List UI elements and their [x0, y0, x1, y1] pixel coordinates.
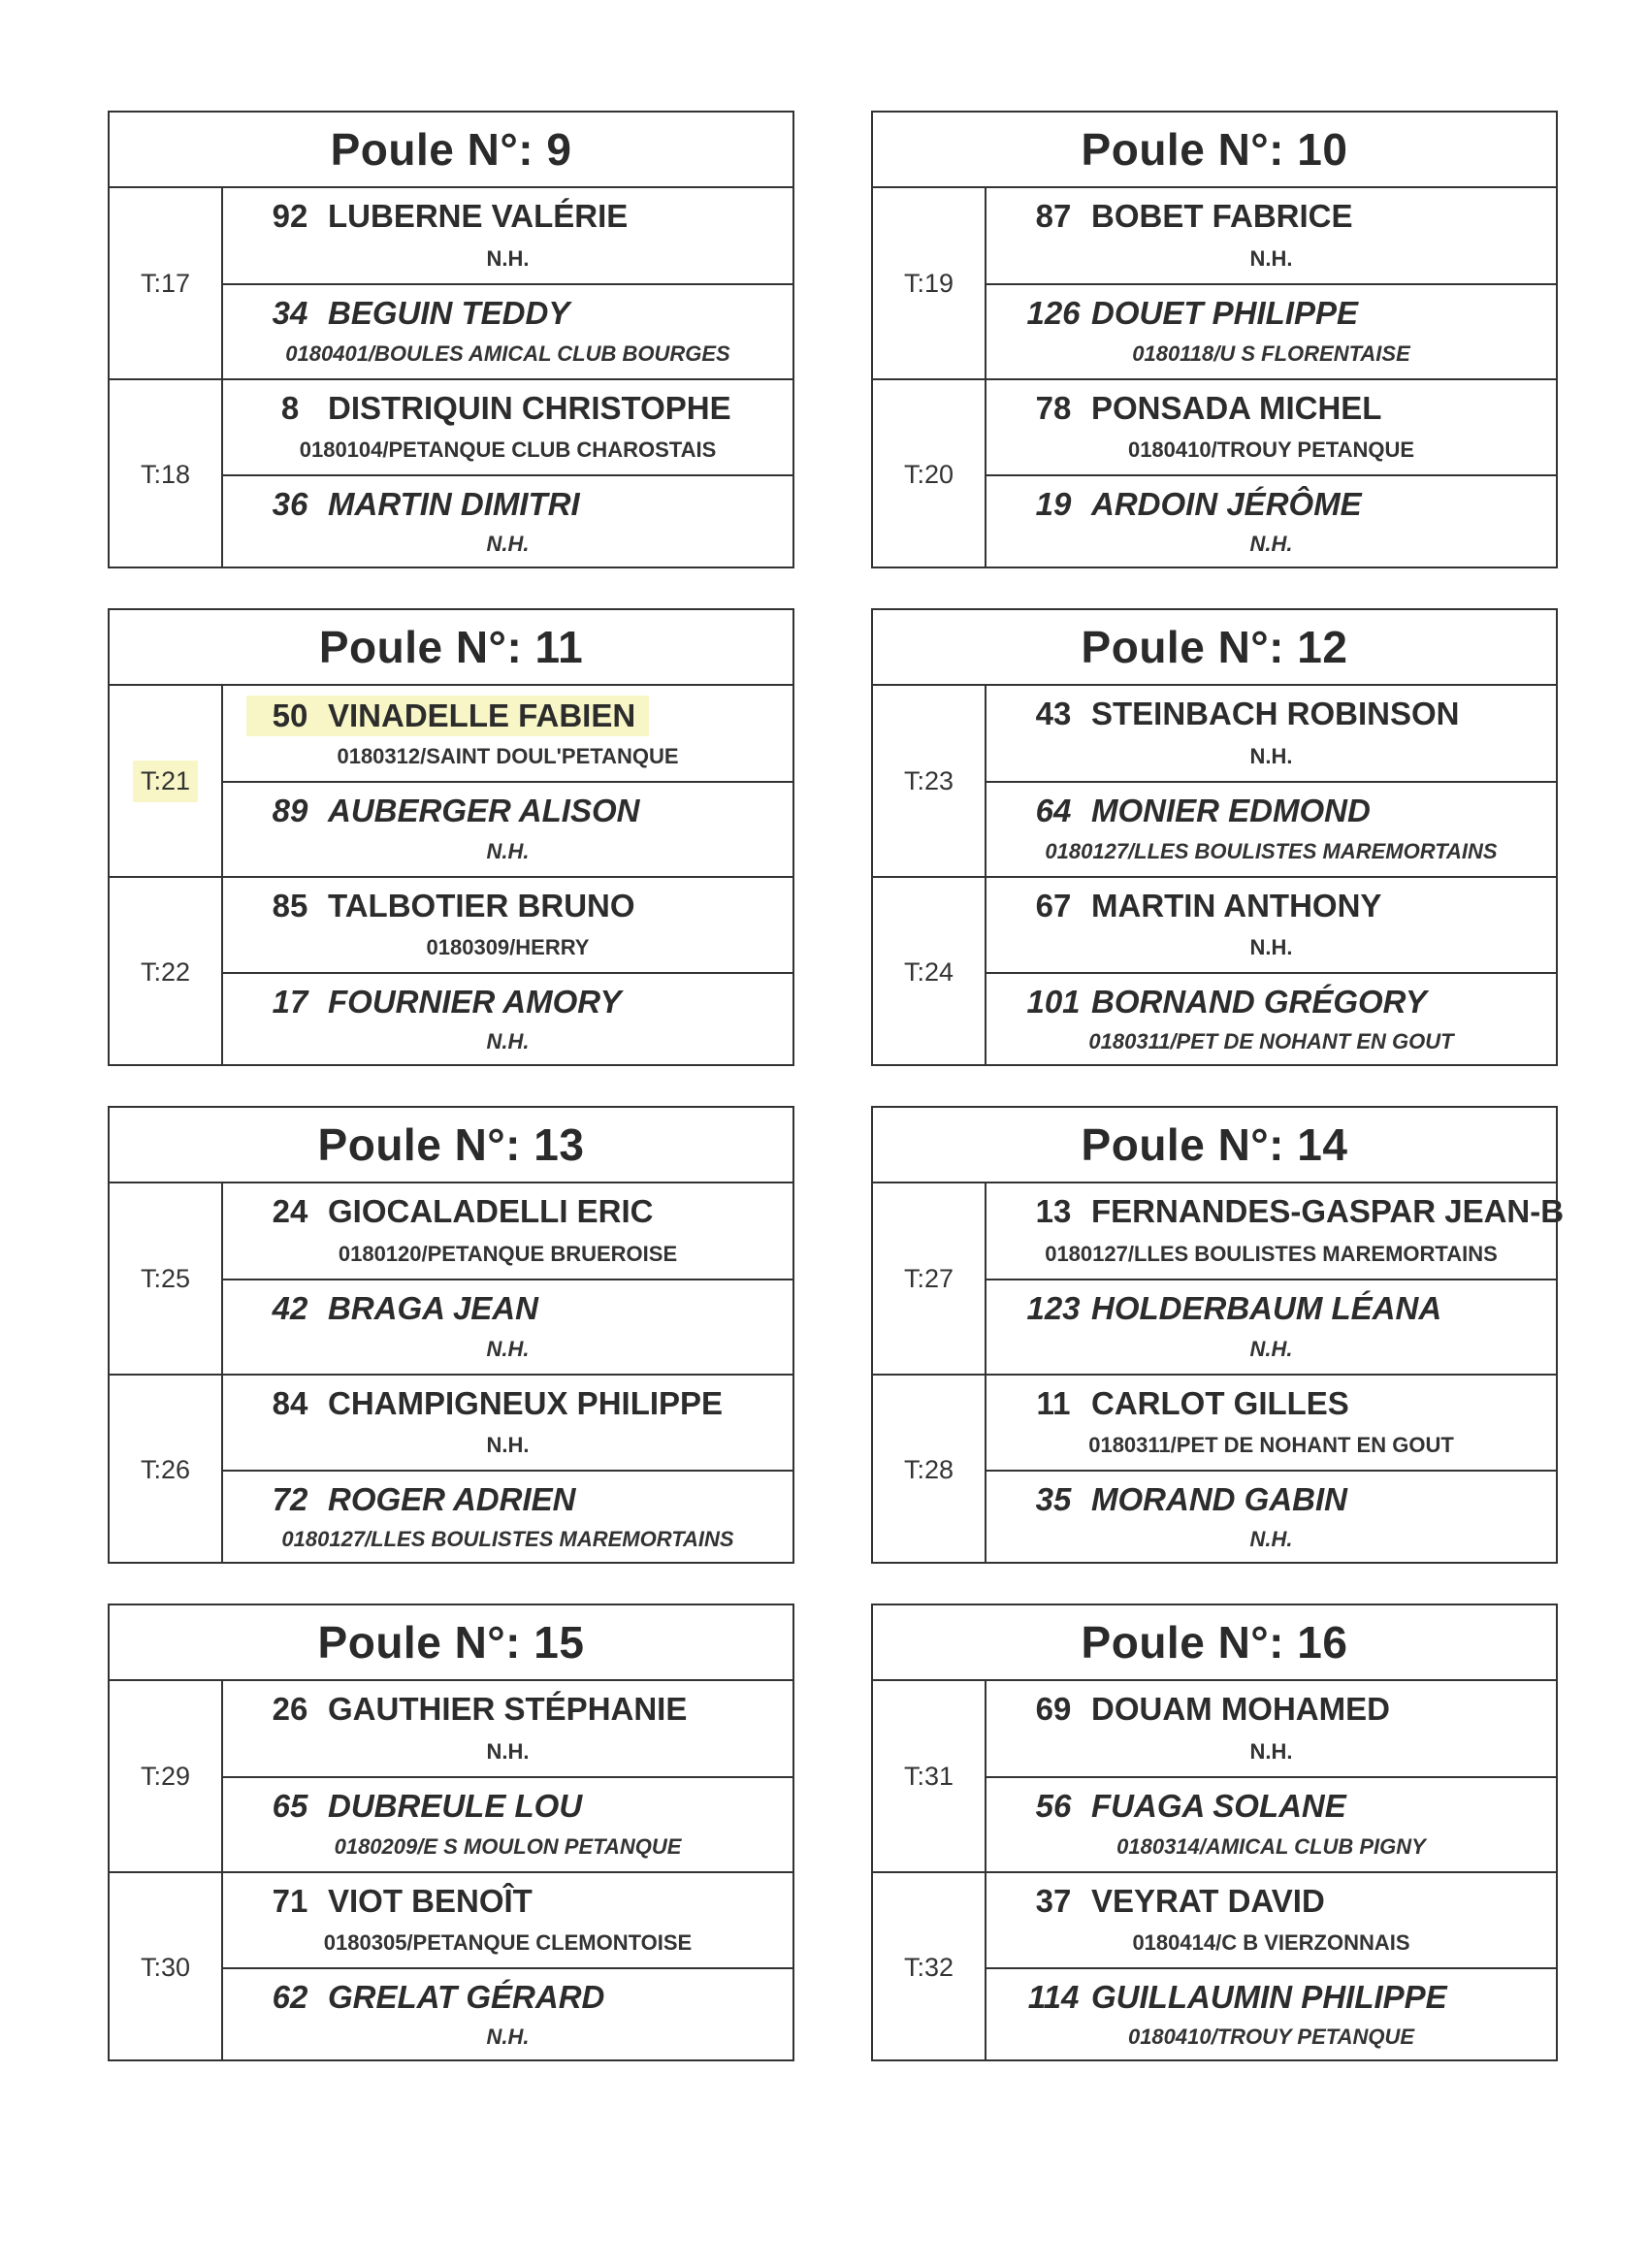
player-number: 72 [272, 1480, 308, 1517]
poule-title: Poule N°: 12 [873, 610, 1556, 686]
player-line [252, 984, 622, 1021]
player-line [252, 1979, 604, 2016]
player-name: FUAGA SOLANE [1091, 1788, 1346, 1824]
player-row [223, 1873, 792, 1967]
table-number [110, 1873, 223, 2061]
player-line [1016, 1290, 1441, 1327]
player-name: TALBOTIER BRUNO [328, 888, 635, 923]
player-row [223, 188, 792, 283]
player-club: 0180127/LLES BOULISTES MAREMORTAINS [281, 1527, 734, 1551]
player-name: HOLDERBAUM LÉANA [1091, 1290, 1442, 1326]
table-block [110, 876, 792, 1066]
table-number-text: T:22 [140, 956, 191, 987]
player-name: PONSADA MICHEL [1091, 390, 1382, 426]
player-line [252, 1883, 533, 1920]
player-number: 114 [1027, 1978, 1080, 2015]
player-name: CARLOT GILLES [1091, 1385, 1349, 1421]
table-number [110, 380, 223, 568]
poule-title: Poule N°: 16 [873, 1605, 1556, 1681]
player-row [223, 283, 792, 378]
poule-title: Poule N°: 11 [110, 610, 792, 686]
player-club: N.H. [486, 1029, 530, 1053]
player-club: 0180309/HERRY [426, 934, 590, 959]
poule-title: Poule N°: 13 [110, 1108, 792, 1183]
player-row [223, 380, 792, 474]
table-number-text: T:32 [903, 1952, 954, 1982]
player-list [986, 686, 1556, 876]
player-name: VEYRAT DAVID [1091, 1883, 1325, 1919]
table-number-text: T:19 [903, 268, 954, 298]
player-row [986, 1873, 1556, 1967]
poule-box [108, 608, 794, 1066]
player-name: GUILLAUMIN PHILIPPE [1091, 1978, 1447, 2015]
player-club: N.H. [1249, 934, 1293, 959]
player-club: N.H. [486, 839, 530, 863]
player-list [986, 380, 1556, 568]
table-number [873, 188, 986, 378]
player-line [246, 696, 649, 736]
player-row [986, 188, 1556, 283]
player-name: VINADELLE FABIEN [328, 697, 636, 733]
player-number: 34 [272, 295, 308, 331]
player-name: GRELAT GÉRARD [328, 1978, 605, 2015]
player-club: N.H. [486, 1337, 530, 1361]
player-number: 24 [272, 1193, 308, 1229]
player-row [986, 283, 1556, 378]
player-line [1016, 696, 1460, 732]
table-number [873, 686, 986, 876]
poule-title: Poule N°: 15 [110, 1605, 792, 1681]
player-number: 67 [1035, 888, 1072, 923]
player-name: DOUET PHILIPPE [1091, 295, 1359, 331]
player-list [986, 1376, 1556, 1564]
player-row [986, 878, 1556, 972]
poule-box [871, 1106, 1565, 1564]
player-row [986, 972, 1556, 1066]
table-number-text: T:20 [903, 459, 954, 489]
table-block [110, 1681, 792, 1871]
player-name: VIOT BENOÎT [328, 1883, 533, 1919]
player-name: BORNAND GRÉGORY [1091, 983, 1427, 1020]
player-club: 0180118/U S FLORENTAISE [1132, 341, 1410, 366]
table-block [110, 686, 792, 876]
table-block [873, 1374, 1556, 1564]
poule-box [871, 608, 1558, 1066]
table-number-text: T:23 [903, 765, 954, 795]
player-number: 26 [272, 1691, 308, 1727]
player-list [223, 188, 792, 378]
player-line [1016, 1193, 1564, 1230]
player-name: AUBERGER ALISON [328, 793, 640, 828]
player-name: ARDOIN JÉRÔME [1091, 485, 1362, 522]
player-number: 56 [1035, 1788, 1072, 1824]
player-list [223, 878, 792, 1066]
player-row [223, 1279, 792, 1374]
player-number: 19 [1035, 485, 1072, 522]
player-line [252, 1290, 538, 1327]
player-number: 17 [272, 983, 308, 1020]
player-line [252, 486, 580, 523]
player-number: 50 [272, 697, 308, 733]
table-block [873, 1681, 1556, 1871]
player-name: ROGER ADRIEN [328, 1480, 576, 1517]
player-number: 35 [1035, 1480, 1072, 1517]
player-list [986, 878, 1556, 1066]
player-number: 85 [272, 888, 308, 923]
poule-box [108, 1604, 794, 2061]
table-block [873, 188, 1556, 378]
player-line [1016, 1788, 1346, 1825]
player-club: N.H. [1249, 532, 1293, 556]
player-club: N.H. [486, 532, 530, 556]
table-number [110, 1681, 223, 1871]
player-name: MORAND GABIN [1091, 1480, 1347, 1517]
player-name: BRAGA JEAN [328, 1290, 538, 1326]
player-name: FOURNIER AMORY [328, 983, 622, 1020]
player-number: 64 [1035, 793, 1072, 828]
player-club: 0180104/PETANQUE CLUB CHAROSTAIS [299, 437, 717, 462]
player-row [986, 474, 1556, 568]
player-club: 0180209/E S MOULON PETANQUE [334, 1834, 682, 1859]
player-club: 0180311/PET DE NOHANT EN GOUT [1088, 1432, 1454, 1457]
table-number [110, 1376, 223, 1564]
player-number: 84 [272, 1385, 308, 1421]
player-list [223, 686, 792, 876]
player-line [252, 1385, 723, 1422]
table-number [873, 1873, 986, 2061]
table-number-text: T:17 [140, 268, 191, 298]
table-number-text: T:18 [140, 459, 191, 489]
table-number-text: T:30 [140, 1952, 191, 1982]
table-number-text: T:21 [133, 761, 198, 802]
player-line [1016, 486, 1362, 523]
table-block [873, 1871, 1556, 2061]
player-club: N.H. [1249, 744, 1293, 768]
player-list [223, 380, 792, 568]
player-line [252, 1481, 575, 1518]
player-number: 37 [1035, 1883, 1072, 1919]
player-line [1016, 984, 1427, 1021]
table-number-text: T:31 [903, 1761, 954, 1791]
player-number: 87 [1035, 198, 1072, 234]
player-club: N.H. [486, 1739, 530, 1764]
player-name: LUBERNE VALÉRIE [328, 198, 629, 234]
player-row [223, 972, 792, 1066]
table-number [873, 1376, 986, 1564]
poule-title: Poule N°: 14 [873, 1108, 1556, 1183]
player-name: MONIER EDMOND [1091, 793, 1371, 828]
table-block [110, 378, 792, 568]
player-list [986, 188, 1556, 378]
player-name: DUBREULE LOU [328, 1788, 583, 1824]
player-list [986, 1681, 1556, 1871]
player-line [1016, 1883, 1325, 1920]
table-block [110, 1183, 792, 1374]
player-club: N.H. [1249, 246, 1293, 271]
player-row [223, 878, 792, 972]
player-row [223, 1776, 792, 1871]
player-club: 0180120/PETANQUE BRUEROISE [338, 1242, 678, 1266]
table-number [110, 686, 223, 876]
player-number: 13 [1035, 1193, 1072, 1229]
player-number: 71 [272, 1883, 308, 1919]
player-name: BOBET FABRICE [1091, 198, 1353, 234]
player-line [252, 198, 628, 235]
player-club: 0180410/TROUY PETANQUE [1127, 2025, 1415, 2049]
player-row [223, 1681, 792, 1776]
table-block [873, 1183, 1565, 1374]
table-number [110, 878, 223, 1066]
player-club: 0180401/BOULES AMICAL CLUB BOURGES [285, 341, 730, 366]
player-name: GIOCALADELLI ERIC [328, 1193, 654, 1229]
player-list [223, 1183, 792, 1374]
player-row [223, 781, 792, 876]
player-club: 0180127/LLES BOULISTES MAREMORTAINS [1045, 1242, 1498, 1266]
player-line [1016, 390, 1381, 427]
player-list [223, 1376, 792, 1564]
player-name: FERNANDES-GASPAR JEAN-B [1091, 1193, 1565, 1229]
player-name: GAUTHIER STÉPHANIE [328, 1691, 688, 1727]
player-line [1016, 198, 1353, 235]
player-club: 0180414/C B VIERZONNAIS [1132, 1929, 1410, 1955]
player-number: 36 [272, 485, 308, 522]
player-row [986, 781, 1556, 876]
table-number [110, 1183, 223, 1374]
player-name: CHAMPIGNEUX PHILIPPE [328, 1385, 724, 1421]
poule-box [108, 111, 794, 568]
player-row [223, 1183, 792, 1279]
player-line [252, 295, 569, 332]
poule-box [871, 111, 1558, 568]
player-line [252, 1691, 687, 1728]
player-club: 0180127/LLES BOULISTES MAREMORTAINS [1045, 839, 1498, 863]
player-club: N.H. [1249, 1527, 1293, 1551]
player-row [223, 1376, 792, 1470]
poule-title: Poule N°: 9 [110, 113, 792, 188]
table-number [110, 188, 223, 378]
player-number: 11 [1036, 1385, 1071, 1421]
player-row [223, 686, 792, 781]
player-club: 0180314/AMICAL CLUB PIGNY [1116, 1834, 1426, 1859]
player-list [223, 1873, 792, 2061]
table-block [873, 378, 1556, 568]
player-number: 78 [1035, 390, 1072, 426]
player-line [1016, 888, 1381, 924]
player-club: 0180312/SAINT DOUL'PETANQUE [337, 744, 679, 768]
table-number-text: T:29 [140, 1761, 191, 1791]
player-name: MARTIN DIMITRI [328, 485, 580, 522]
player-list [223, 1681, 792, 1871]
player-number: 65 [272, 1788, 308, 1824]
poule-title: Poule N°: 10 [873, 113, 1556, 188]
player-row [986, 380, 1556, 474]
player-row [986, 1681, 1556, 1776]
player-list [986, 1873, 1556, 2061]
table-block [873, 686, 1556, 876]
table-number-text: T:26 [140, 1454, 191, 1484]
player-line [252, 390, 731, 427]
player-name: DISTRIQUIN CHRISTOPHE [328, 390, 731, 426]
player-club: N.H. [486, 2025, 530, 2049]
table-number-text: T:25 [140, 1263, 191, 1293]
player-row [223, 474, 792, 568]
player-line [1016, 295, 1358, 332]
player-number: 8 [280, 390, 300, 426]
poule-box [108, 1106, 794, 1564]
player-row [986, 1776, 1556, 1871]
player-number: 126 [1026, 295, 1081, 331]
player-line [252, 1193, 654, 1230]
player-name: BEGUIN TEDDY [328, 295, 570, 331]
player-club: 0180410/TROUY PETANQUE [1127, 437, 1415, 462]
table-block [873, 876, 1556, 1066]
player-row [223, 1470, 792, 1564]
player-row [986, 1183, 1565, 1279]
player-number: 69 [1035, 1691, 1072, 1727]
player-name: MARTIN ANTHONY [1091, 888, 1382, 923]
player-club: N.H. [1249, 1739, 1293, 1764]
player-row [986, 1470, 1556, 1564]
table-number-text: T:27 [903, 1263, 954, 1293]
player-number: 123 [1026, 1290, 1081, 1326]
player-club: 0180305/PETANQUE CLEMONTOISE [323, 1929, 693, 1955]
player-number: 101 [1026, 983, 1081, 1020]
player-row [986, 1279, 1556, 1374]
player-list [986, 1183, 1565, 1374]
player-name: DOUAM MOHAMED [1091, 1691, 1390, 1727]
table-number [873, 380, 986, 568]
table-number-text: T:28 [903, 1454, 954, 1484]
player-row [986, 686, 1556, 781]
player-row [223, 1967, 792, 2061]
player-number: 62 [272, 1978, 308, 2015]
player-club: N.H. [486, 1432, 530, 1457]
player-number: 43 [1035, 696, 1072, 731]
player-line [1016, 1691, 1390, 1728]
player-row [986, 1967, 1556, 2061]
table-block [110, 1871, 792, 2061]
player-row [986, 1376, 1556, 1470]
table-number [873, 1681, 986, 1871]
player-number: 89 [272, 793, 308, 828]
table-block [110, 1374, 792, 1564]
player-line [252, 888, 635, 924]
player-line [252, 1788, 582, 1825]
table-block [110, 188, 792, 378]
player-name: STEINBACH ROBINSON [1091, 696, 1460, 731]
player-line [1016, 1481, 1347, 1518]
table-number [873, 878, 986, 1066]
player-line [1016, 1385, 1349, 1422]
poule-box [871, 1604, 1558, 2061]
table-number [873, 1183, 986, 1374]
player-club: 0180311/PET DE NOHANT EN GOUT [1088, 1029, 1454, 1053]
player-club: N.H. [486, 246, 530, 271]
player-line [1016, 1979, 1447, 2016]
player-number: 42 [272, 1290, 308, 1326]
player-line [252, 793, 639, 829]
player-number: 92 [272, 198, 308, 234]
player-club: N.H. [1249, 1337, 1293, 1361]
table-number-text: T:24 [903, 956, 954, 987]
player-line [1016, 793, 1371, 829]
